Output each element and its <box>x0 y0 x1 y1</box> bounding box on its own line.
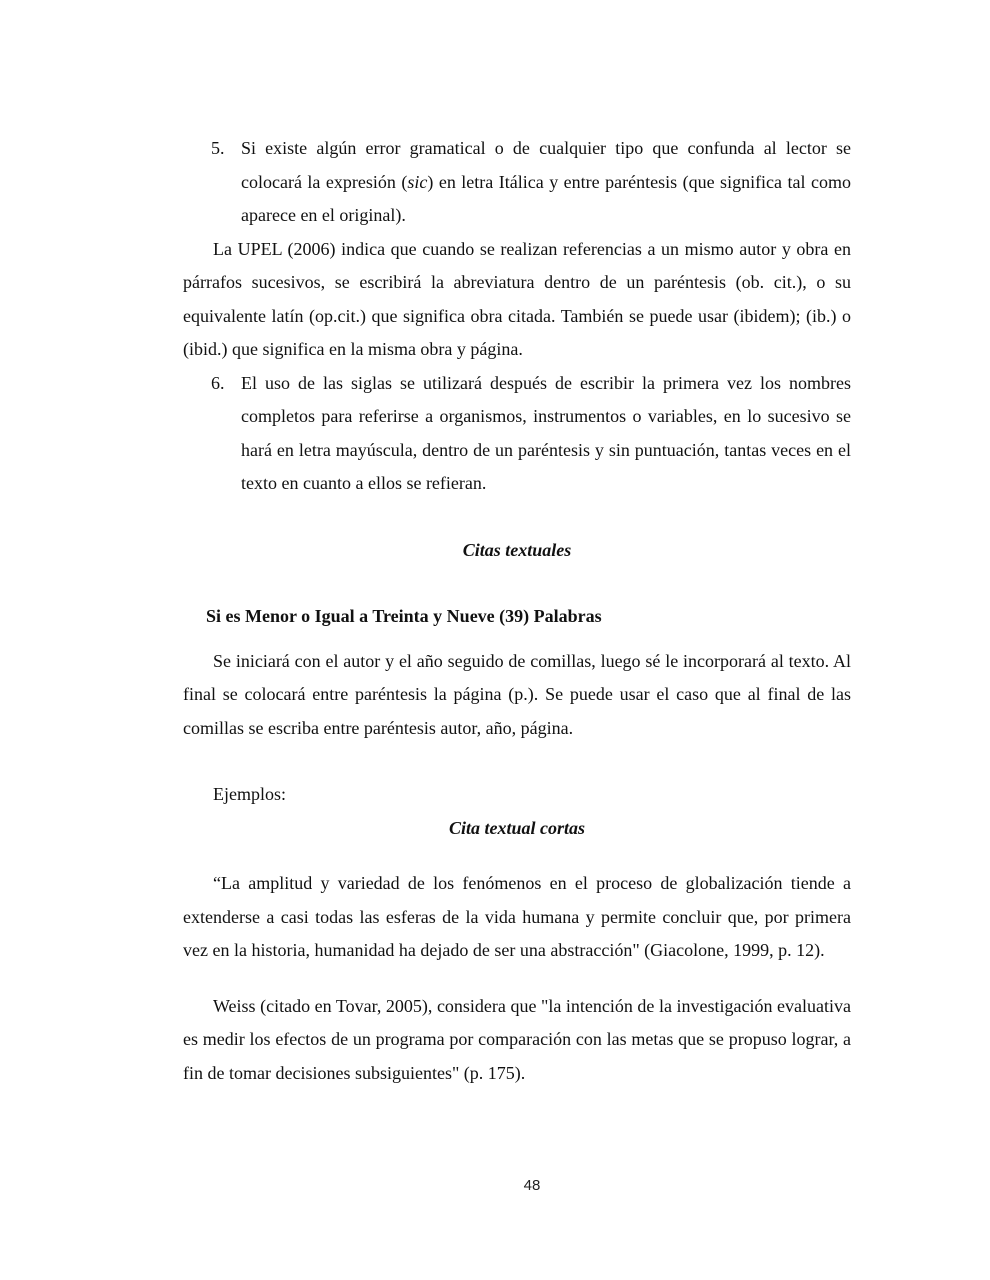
quote-giacolone: “La amplitud y variedad de los fenómenos en el proceso de globalización tiende a extenderse a casi todas las esferas de la vida humana y permite concluir que, por primera vez en la historia, humanidad ha dejado de ser una abstracción" (Giacolone, 1999, p. 12). <box>183 873 851 960</box>
list-item-5 <box>183 132 851 233</box>
heading-menor-39-palabras: Si es Menor o Igual a Treinta y Nueve (39) Palabras <box>206 606 602 626</box>
list-item-text: El uso de las siglas se utilizará después de escribir la primera vez los nombres completos para referirse a organismos, instrumentos o variables, en lo sucesivo se hará en letra mayúscula, dentro de un paréntesis y sin puntuación, tantas veces en el texto en cuanto a ellos se refieran. <box>241 372 851 493</box>
list-number: 5. <box>211 138 225 158</box>
ejemplos-label: Ejemplos: <box>213 784 286 804</box>
paragraph-iniciara: Se iniciará con el autor y el año seguido de comillas, luego sé le incorporará al texto. Al final se colocará entre paréntesis la página (p.). Se puede usar el caso que al final de las comillas se escriba entre paréntesis autor, año, página. <box>183 650 851 738</box>
list-item-6 <box>183 367 851 501</box>
heading-citas-textuales: Citas textuales <box>462 539 572 560</box>
list-item-text-end: ) en letra Itálica y entre paréntesis (que significa tal como aparece en el original). <box>241 171 851 225</box>
list-number: 6. <box>211 372 225 393</box>
paragraph-upel: La UPEL (2006) indica que cuando se realizan referencias a un mismo autor y obra en párrafos sucesivos, se escribirá la abreviatura dentro de un paréntesis (ob. cit.), o su equivalente latín (op.cit.) que significa obra citada. También se puede usar (ibidem); (ib.) o (ibid.) que significa en la misma obra y página. <box>183 238 851 359</box>
heading-cita-textual-cortas: Cita textual cortas <box>448 817 585 838</box>
page-number: 48 <box>523 1177 541 1194</box>
quote-weiss: Weiss (citado en Tovar, 2005), considera que "la intención de la investigación evaluativa es medir los efectos de un programa por comparación con las metas que se propuso lograr, a fin de tomar decisiones subsiguientes" (p. 175). <box>183 995 851 1083</box>
italic-sic: sic <box>407 171 428 192</box>
list-item-text: Si existe algún error gramatical o de cualquier tipo que confunda al lector se colocará la expresión ( <box>241 138 851 192</box>
document-page <box>183 132 851 1090</box>
